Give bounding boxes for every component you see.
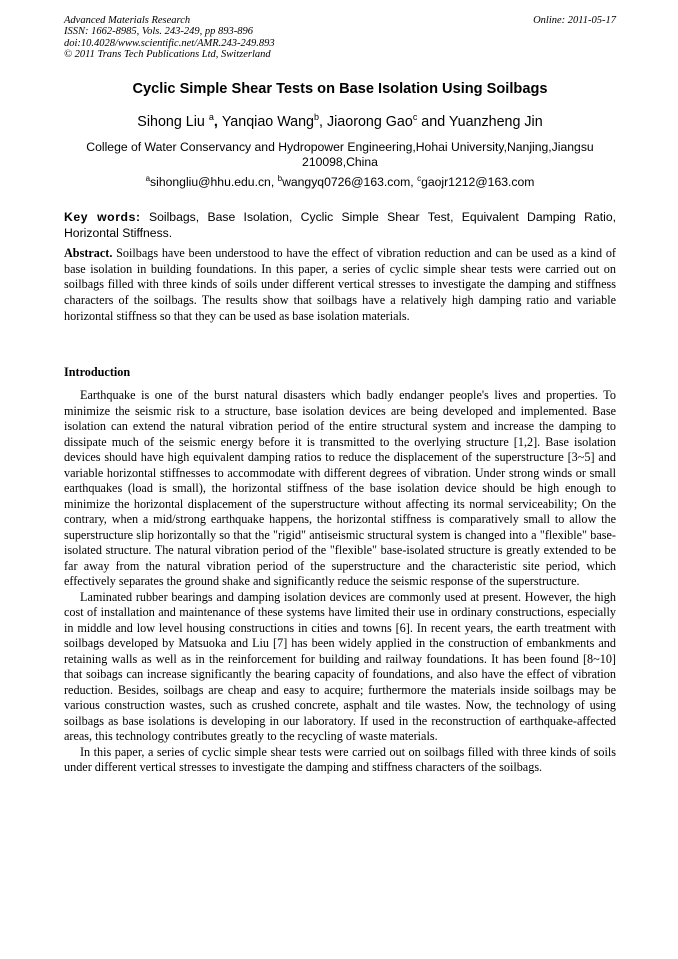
author-name: Sihong Liu [137,114,209,130]
copyright-line: © 2011 Trans Tech Publications Ltd, Switzerland [64,49,271,61]
paper-title: Cyclic Simple Shear Tests on Base Isolation Using Soilbags [132,81,548,97]
keywords-label: Key words: [64,210,141,224]
author-name: Yuanzheng Jin [448,114,543,130]
author-affil-mark: c [412,112,418,122]
section-heading-introduction: Introduction [64,365,131,379]
author-name: Yanqiao Wang [221,114,315,130]
email-address: sihongliu@hhu.edu.cn, [150,175,278,189]
keywords [64,210,616,242]
email-address: gaojr1212@163.com [421,175,535,189]
body-paragraph: Earthquake is one of the burst natural disasters which badly endanger people's lives and properties. To minimize the seismic risk to a structure, base isolation devices are being developed and implemented. Base isolation can extend the natural vibration period of the entire structural system and increase the damping to dissipate much of the seismic energy before it is transmitted to the overlying structure [1,2]. Base isolation devices should have high equivalent damping ratios to reduce the displacement of the superstructure [3~5] and variable horizontal stiffnesses to accommodate with different degrees of vibration. Under strong winds or small earthquakes (load is small), the horizontal stiffness of the base isolation device should be high enough to minimize the horizontal displacement of the superstructure without affecting its normal serviceability; On the contrary, when a mid/strong earthquake happens, the horizontal stiffness is comparatively small to allow the superstructure slip horizontally so that the "rigid" antiseismic structural system is changed into a "flexible" base-isolated structure. The natural vibration period of the "flexible" base-isolated structure is greatly extended to be far away from the natural vibration period of the superstructure and the characteristic site period, which effectively separates the ground shake and significantly reduce the seismic response of the superstructure. [64,388,616,588]
author-list [64,114,616,130]
author-affil-mark: a [208,112,214,122]
abstract-text: Soilbags have been understood to have the effect of vibration reduction and can be used as a kind of base isolation in building foundations. In this paper, a series of cyclic simple shear tests were carried out on soilbags filled with three kinds of soils under different vertical stresses to investigate the damping and stiffness characters of the soilbags. The results show that soilbags have a relatively high damping ratio and variable horizontal stiffness so that they can be used as base isolation materials. [64,246,616,323]
abstract [64,246,616,325]
doi-line: doi:10.4028/www.scientific.net/AMR.243-249.893 [64,37,275,49]
email-mark: a [145,174,151,183]
email-mark: b [277,174,283,183]
email-mark: c [417,174,422,183]
author-emails [64,175,616,189]
author-separator: , [213,114,222,130]
email-address: wangyq0726@163.com, [282,175,418,189]
affiliation: College of Water Conservancy and Hydropower Engineering,Hohai University,Nanjing,Jiangsu 210098,China [86,140,594,170]
journal-header [64,15,616,61]
keywords-text: Soilbags, Base Isolation, Cyclic Simple Shear Test, Equivalent Damping Ratio, Horizontal Stiffness. [64,210,616,240]
author-affil-mark: b [314,112,320,122]
body-paragraph: In this paper, a series of cyclic simple shear tests were carried out on soilbags filled with three kinds of soils under different vertical stresses to investigate the damping and stiffness characters of the soilbags. [64,744,616,774]
abstract-label: Abstract. [64,246,113,260]
body-paragraph: Laminated rubber bearings and damping isolation devices are commonly used at present. However, the high cost of installation and maintenance of these systems have limited their use in ordinary constructions, especially in middle and low level housing constructions in cities and towns [6]. In recent years, the earth treatment with soilbags developed by Matsuoka and Liu [7] has been widely applied in the construction of embankments and retaining walls as well as in the reinforcement for building and railway foundations. It has been found [8~10] that soibags can increase significantly the bearing capacity of foundations, and also have the effect of vibration reduction. Besides, soilbags are cheap and easy to acquire; furthermore the materials inside soilbags may be various construction wastes, such as crushed concrete, asphalt and tile wastes. Now, the technology of using soilbags as base isolations is developing in our laboratory. If used in the reconstruction of earthquake-affected areas, this technology contributes greatly to the recycling of waste materials. [64,589,616,743]
journal-name: Advanced Materials Research [64,15,191,26]
author-name: Jiaorong Gao [326,114,413,130]
issn-line: ISSN: 1662-8985, Vols. 243-249, pp 893-896 [64,26,253,38]
online-date: Online: 2011-05-17 [533,15,616,26]
author-separator: and [417,114,449,130]
introduction-body [64,388,616,776]
author-separator: , [319,114,327,130]
